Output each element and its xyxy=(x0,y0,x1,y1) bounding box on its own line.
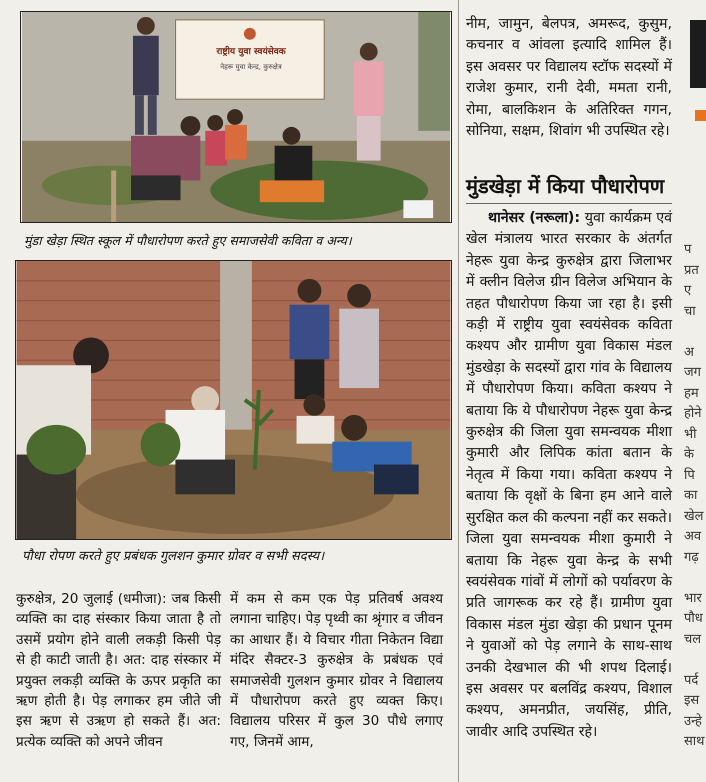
edge-line: इस xyxy=(684,693,700,708)
story1-column2-text: में कम से कम एक पेड़ प्रतिवर्ष अवश्य लगाना चाहिए। पेड़ पृथ्वी का श्रृंगार व जीवन का आधार हैं। ये विचार गीता निकेतन विद्या मंदिर सैक्टर-3 कुरुक्षेत्र के प्रबंधक एवं समाजसेवी गुलशन कुमार ग्रोवर ने विद्यालय में पौधारोपण करते हुए व्यक्त किए। विद्यालय परिसर में कुल 30 पौधे लगाए गए, जिनमें आम, xyxy=(230,591,443,750)
edge-line: पौध xyxy=(684,611,703,626)
edge-line: पि xyxy=(684,467,695,483)
story2-headline: मुंडखेड़ा में किया पौधारोपण xyxy=(466,174,665,198)
edge-line: गढ़ xyxy=(684,549,699,565)
edge-line: ए xyxy=(684,283,692,298)
edge-line: अव xyxy=(684,529,702,544)
edge-line: जग xyxy=(684,365,701,380)
neighbour-headline-fragment xyxy=(690,20,706,88)
right-edge-column xyxy=(684,240,706,753)
headline-rule xyxy=(466,203,672,204)
edge-line: पर्द xyxy=(684,672,699,688)
edge-line: चा xyxy=(684,303,696,319)
edge-line: होने xyxy=(684,406,702,421)
edge-line: के xyxy=(684,447,694,462)
story1-column1-text: कुरुक्षेत्र, 20 जुलाई (धमीजा): जब किसी व्यक्ति का दाह संस्कार किया जाता है तो उसमें प्रयोग होने वाली लकड़ी किसी पेड़ से ही काटी जाती है। अत: दाह संस्कार में प्रयुक्त लकड़ी व्यक्ति के ऊपर प्रकृति का ऋण होती है। पेड़ लगाकर हम जीते जी इस ऋण से उऋण हो सकते हैं। अत: प्रत्येक व्यक्ति को अपने जीवन xyxy=(16,591,221,750)
story2-carry-over xyxy=(466,14,672,142)
top-photo-caption: मुंडा खेड़ा स्थित स्कूल में पौधारोपण करते हुए समाजसेवी कविता व अन्य। xyxy=(24,233,352,248)
story2-body xyxy=(466,208,672,743)
edge-line: साथ xyxy=(684,734,705,749)
story2-body-text: युवा कार्यक्रम एवं खेल मंत्रालय भारत सरकार के अंतर्गत नेहरू युवा केन्द्र कुरुक्षेत्र द्वारा जिलाभर में क्लीन विलेज ग्रीन विलेज अभियान के तहत पौधारोपण किया जा रहा है। इसी कड़ी में राष्ट्रीय युवा स्वयंसेवक कविता कश्यप और ग्रामीण युवा विकास मंडल मुंडखेड़ा के सदस्यों द्वारा गांव के विद्यालय में पौधारोपण किया। कविता कश्यप ने बताया कि ये पौधारोपण नेहरू युवा केन्द्र कुरुक्षेत्र की जिला युवा समन्वयक मीशा कुमारी और लिपिक कांता बतान के नेतृत्व में किया गया। कविता कश्यप ने बताया कि वृक्षों के बिना हम आने वाले सुरक्षित कल की कल्पना नहीं कर सकते। जिला युवा समन्वयक मीशा कुमारी ने बताया कि नेहरू युवा केन्द्र के सभी स्वयंसेवक गांवों में लोगों को पर्यावरण के प्रति जागरूक कर रहे हैं। ग्रामीण युवा विकास मंडल मुंडा खेड़ा की प्रधान पूनम ने युवाओं को पेड़ लगाने के साथ-साथ उनकी देखभाल की भी शपथ दिलाई। इस अवसर पर बलविंद्र कश्यप, विशाल कश्यप, अमनप्रीत, जयसिंह, प्रीति, जावीर आदि उपस्थित रहे। xyxy=(466,210,673,740)
edge-line: हम xyxy=(684,385,699,401)
edge-line: का xyxy=(684,488,698,503)
bottom-photo-caption: पौधा रोपण करते हुए प्रबंधक गुलशन कुमार ग्रोवर व सभी सदस्य। xyxy=(22,549,325,564)
edge-line: अ xyxy=(684,344,694,360)
edge-line: भी xyxy=(684,426,697,442)
edge-line: प्रत xyxy=(684,262,699,278)
bottom-photo xyxy=(15,260,452,540)
plantation-team-photo xyxy=(16,261,451,539)
edge-line: खेल xyxy=(684,508,704,524)
tree-planting-school-photo xyxy=(21,12,451,222)
edge-line: प xyxy=(684,242,692,257)
edge-line: चल xyxy=(684,631,702,647)
edge-line: उन्हे xyxy=(684,713,702,729)
neighbour-marker xyxy=(695,110,706,121)
story1-column1 xyxy=(16,589,221,752)
story1-column2 xyxy=(230,589,443,752)
column-rule xyxy=(458,0,459,782)
edge-line: भार xyxy=(684,590,702,606)
banner-subtitle: नेहरू युवा केन्द्र, कुरुक्षेत्र xyxy=(220,63,282,71)
story2-carry-text: नीम, जामुन, बेलपत्र, अमरूद, कुसुम, कचनार व आंवला इत्यादि शामिल हैं। इस अवसर पर विद्यालय स्टॉफ सदस्यों में राजेश कुमार, रानी देवी, ममता रानी, रोमा, बालकिशन के अतिरिक्त गगन, सोनिया, सक्षम, शिवांग भी उपस्थित रहे। xyxy=(466,16,672,140)
banner-title: राष्ट्रीय युवा स्वयंसेवक xyxy=(216,47,286,57)
top-photo xyxy=(20,11,452,223)
story2-dateline: थानेसर (नरूला): xyxy=(488,210,581,226)
